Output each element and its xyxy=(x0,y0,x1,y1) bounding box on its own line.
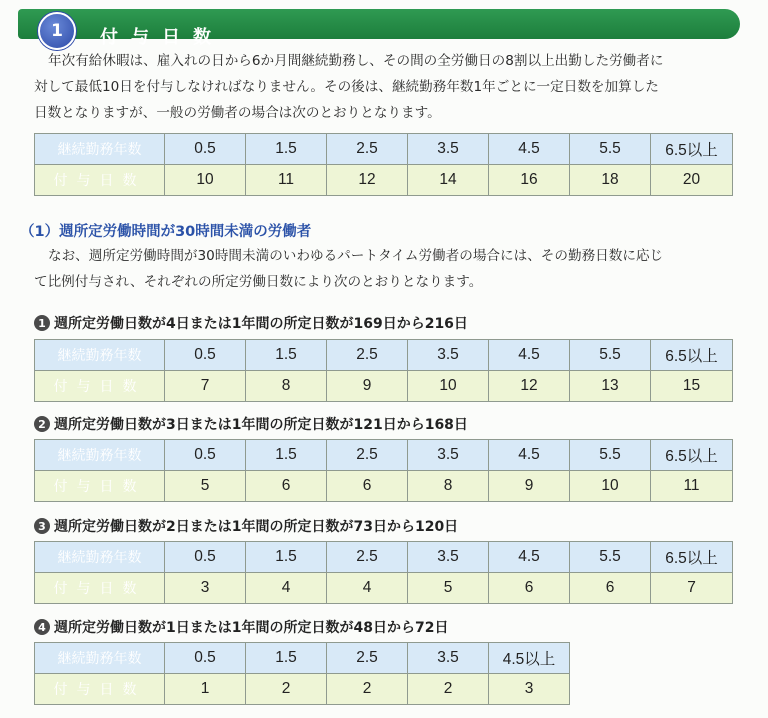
part-time-line-2: て比例付与され、それぞれの所定労働日数により次のとおりとなります。 xyxy=(34,274,483,290)
days-cell: 6 xyxy=(570,573,651,604)
years-header: 継続勤務年数 xyxy=(35,440,165,471)
years-cell: 4.5以上 xyxy=(489,643,570,674)
years-cell: 1.5 xyxy=(246,340,327,371)
days-row xyxy=(35,371,733,402)
days-cell: 8 xyxy=(246,371,327,402)
years-cell: 5.5 xyxy=(570,134,651,165)
days-cell: 6 xyxy=(327,471,408,502)
days-cell: 2 xyxy=(408,674,489,705)
years-cell: 2.5 xyxy=(327,542,408,573)
intro-line-1: 年次有給休暇は、雇入れの日から6か月間継続勤務し、その間の全労働日の8割以上出勤した労働者に xyxy=(48,53,664,69)
years-cell: 5.5 xyxy=(570,542,651,573)
days-row xyxy=(35,471,733,502)
case-number-badge: 1 xyxy=(34,315,50,331)
days-cell: 7 xyxy=(165,371,246,402)
years-cell: 3.5 xyxy=(408,340,489,371)
years-cell: 0.5 xyxy=(165,134,246,165)
days-cell: 6 xyxy=(489,573,570,604)
days-row xyxy=(35,674,570,705)
years-cell: 5.5 xyxy=(570,340,651,371)
case-title: 週所定労働日数が4日または1年間の所定日数が169日から216日 xyxy=(54,316,468,332)
main-grant-table xyxy=(34,133,733,196)
years-cell: 2.5 xyxy=(327,134,408,165)
case-title: 週所定労働日数が3日または1年間の所定日数が121日から168日 xyxy=(54,417,468,433)
days-cell: 18 xyxy=(570,165,651,196)
intro-line-2: 対して最低10日を付与しなければなりません。その後は、継続勤務年数1年ごとに一定日数を加算した xyxy=(34,79,659,95)
case-title: 週所定労働日数が1日または1年間の所定日数が48日から72日 xyxy=(54,620,449,636)
days-header: 付与日数 xyxy=(35,371,165,402)
years-cell: 4.5 xyxy=(489,340,570,371)
days-cell: 5 xyxy=(165,471,246,502)
days-cell: 9 xyxy=(327,371,408,402)
years-header: 継続勤務年数 xyxy=(35,542,165,573)
years-cell: 0.5 xyxy=(165,643,246,674)
years-row xyxy=(35,340,733,371)
case-3-table xyxy=(34,541,733,604)
years-cell: 4.5 xyxy=(489,542,570,573)
years-cell: 2.5 xyxy=(327,643,408,674)
case-heading xyxy=(34,617,448,637)
years-cell: 3.5 xyxy=(408,542,489,573)
part-time-heading: （1）週所定労働時間が30時間未満の労働者 xyxy=(20,224,312,240)
case-4-table xyxy=(34,642,570,705)
days-cell: 3 xyxy=(165,573,246,604)
days-cell: 2 xyxy=(246,674,327,705)
case-title: 週所定労働日数が2日または1年間の所定日数が73日から120日 xyxy=(54,519,459,535)
days-cell: 20 xyxy=(651,165,733,196)
years-cell: 6.5以上 xyxy=(651,440,733,471)
years-cell: 1.5 xyxy=(246,134,327,165)
days-cell: 4 xyxy=(327,573,408,604)
case-heading xyxy=(34,516,458,536)
years-cell: 1.5 xyxy=(246,440,327,471)
years-cell: 4.5 xyxy=(489,134,570,165)
days-cell: 14 xyxy=(408,165,489,196)
years-row xyxy=(35,643,570,674)
days-cell: 10 xyxy=(165,165,246,196)
days-cell: 2 xyxy=(327,674,408,705)
days-cell: 12 xyxy=(489,371,570,402)
days-cell: 15 xyxy=(651,371,733,402)
case-number-badge: 3 xyxy=(34,518,50,534)
case-number-badge: 4 xyxy=(34,619,50,635)
days-header: 付与日数 xyxy=(35,573,165,604)
years-cell: 6.5以上 xyxy=(651,340,733,371)
years-cell: 6.5以上 xyxy=(651,134,733,165)
years-header: 継続勤務年数 xyxy=(35,340,165,371)
days-cell: 13 xyxy=(570,371,651,402)
years-header: 継続勤務年数 xyxy=(35,643,165,674)
years-header: 継続勤務年数 xyxy=(35,134,165,165)
years-cell: 6.5以上 xyxy=(651,542,733,573)
part-time-paragraph xyxy=(34,243,746,295)
intro-paragraph xyxy=(34,48,746,126)
years-cell: 1.5 xyxy=(246,542,327,573)
years-cell: 0.5 xyxy=(165,542,246,573)
days-cell: 9 xyxy=(489,471,570,502)
intro-line-3: 日数となりますが、一般の労働者の場合は次のとおりとなります。 xyxy=(34,105,441,121)
years-cell: 2.5 xyxy=(327,340,408,371)
case-heading xyxy=(34,313,468,333)
years-cell: 3.5 xyxy=(408,440,489,471)
case-1-table xyxy=(34,339,733,402)
years-row xyxy=(35,440,733,471)
days-cell: 10 xyxy=(408,371,489,402)
days-cell: 12 xyxy=(327,165,408,196)
days-cell: 3 xyxy=(489,674,570,705)
section-banner xyxy=(18,9,740,48)
days-cell: 16 xyxy=(489,165,570,196)
days-cell: 4 xyxy=(246,573,327,604)
days-header: 付与日数 xyxy=(35,471,165,502)
days-cell: 1 xyxy=(165,674,246,705)
days-cell: 11 xyxy=(651,471,733,502)
days-row xyxy=(35,573,733,604)
years-cell: 2.5 xyxy=(327,440,408,471)
part-time-line-1: なお、週所定労働時間が30時間未満のいわゆるパートタイム労働者の場合には、その勤務日数に応じ xyxy=(48,248,664,264)
years-row xyxy=(35,134,733,165)
days-cell: 11 xyxy=(246,165,327,196)
years-row xyxy=(35,542,733,573)
years-cell: 4.5 xyxy=(489,440,570,471)
days-cell: 6 xyxy=(246,471,327,502)
section-number-badge: 1 xyxy=(38,12,76,50)
years-cell: 3.5 xyxy=(408,643,489,674)
years-cell: 0.5 xyxy=(165,440,246,471)
days-cell: 8 xyxy=(408,471,489,502)
case-2-table xyxy=(34,439,733,502)
years-cell: 3.5 xyxy=(408,134,489,165)
days-header: 付与日数 xyxy=(35,165,165,196)
years-cell: 1.5 xyxy=(246,643,327,674)
case-number-badge: 2 xyxy=(34,416,50,432)
case-heading xyxy=(34,414,468,434)
days-row xyxy=(35,165,733,196)
section-title: 付与日数 xyxy=(100,27,224,48)
days-cell: 10 xyxy=(570,471,651,502)
days-cell: 5 xyxy=(408,573,489,604)
years-cell: 0.5 xyxy=(165,340,246,371)
days-cell: 7 xyxy=(651,573,733,604)
days-header: 付与日数 xyxy=(35,674,165,705)
years-cell: 5.5 xyxy=(570,440,651,471)
